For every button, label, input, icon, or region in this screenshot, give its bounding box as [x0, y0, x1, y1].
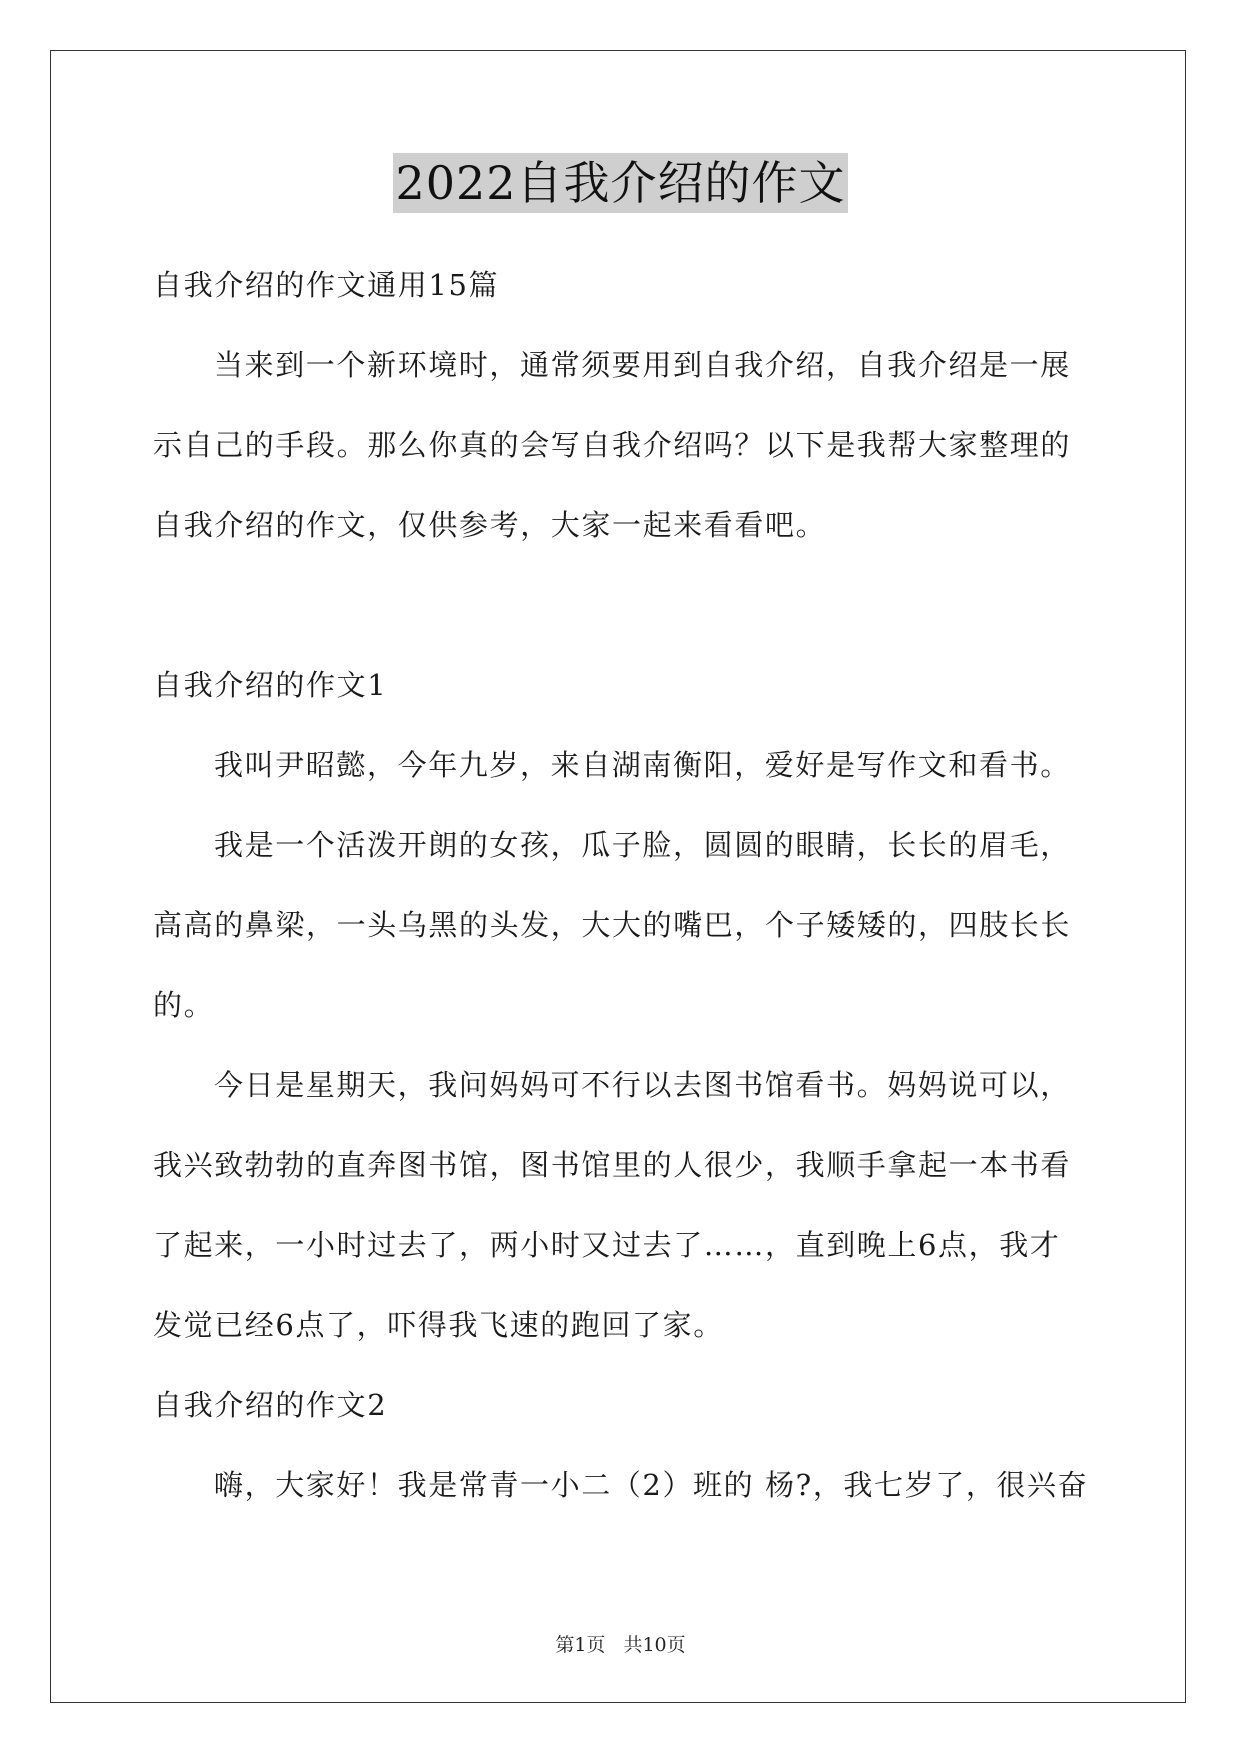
intro-line: 当来到一个新环境时，通常须要用到自我介绍，自我介绍是一展 [214, 348, 1071, 382]
section1-line: 了起来，一小时过去了，两小时又过去了……，直到晚上6点，我才 [153, 1228, 1061, 1262]
page-footer [0, 1632, 1241, 1658]
section-heading-1: 自我介绍的作文1 [153, 668, 388, 702]
page-number: 第1页 [555, 1634, 606, 1656]
section1-line: 今日是星期天，我问妈妈可不行以去图书馆看书。妈妈说可以， [214, 1068, 1071, 1102]
intro-line: 自我介绍的作文，仅供参考，大家一起来看看吧。 [153, 508, 827, 542]
section1-line: 高高的鼻梁，一头乌黑的头发，大大的嘴巴，个子矮矮的，四肢长长 [153, 908, 1072, 942]
page-total: 共10页 [623, 1634, 686, 1656]
title-container [0, 153, 1241, 213]
section1-line: 我兴致勃勃的直奔图书馆，图书馆里的人很少，我顺手拿起一本书看 [153, 1148, 1072, 1182]
section2-line: 嗨，大家好！我是常青一小二（2）班的 杨?，我七岁了，很兴奋 [214, 1468, 1089, 1502]
section1-line: 发觉已经6点了，吓得我飞速的跑回了家。 [153, 1308, 724, 1342]
section-heading-2: 自我介绍的作文2 [153, 1388, 388, 1422]
section1-line: 我叫尹昭懿，今年九岁，来自湖南衡阳，爱好是写作文和看书。 [214, 748, 1071, 782]
document-title: 2022自我介绍的作文 [393, 153, 847, 213]
section1-line: 我是一个活泼开朗的女孩，瓜子脸，圆圆的眼睛，长长的眉毛， [214, 828, 1071, 862]
document-subtitle: 自我介绍的作文通用15篇 [153, 268, 500, 302]
intro-line: 示自己的手段。那么你真的会写自我介绍吗？以下是我帮大家整理的 [153, 428, 1072, 462]
section1-line: 的。 [153, 988, 215, 1022]
